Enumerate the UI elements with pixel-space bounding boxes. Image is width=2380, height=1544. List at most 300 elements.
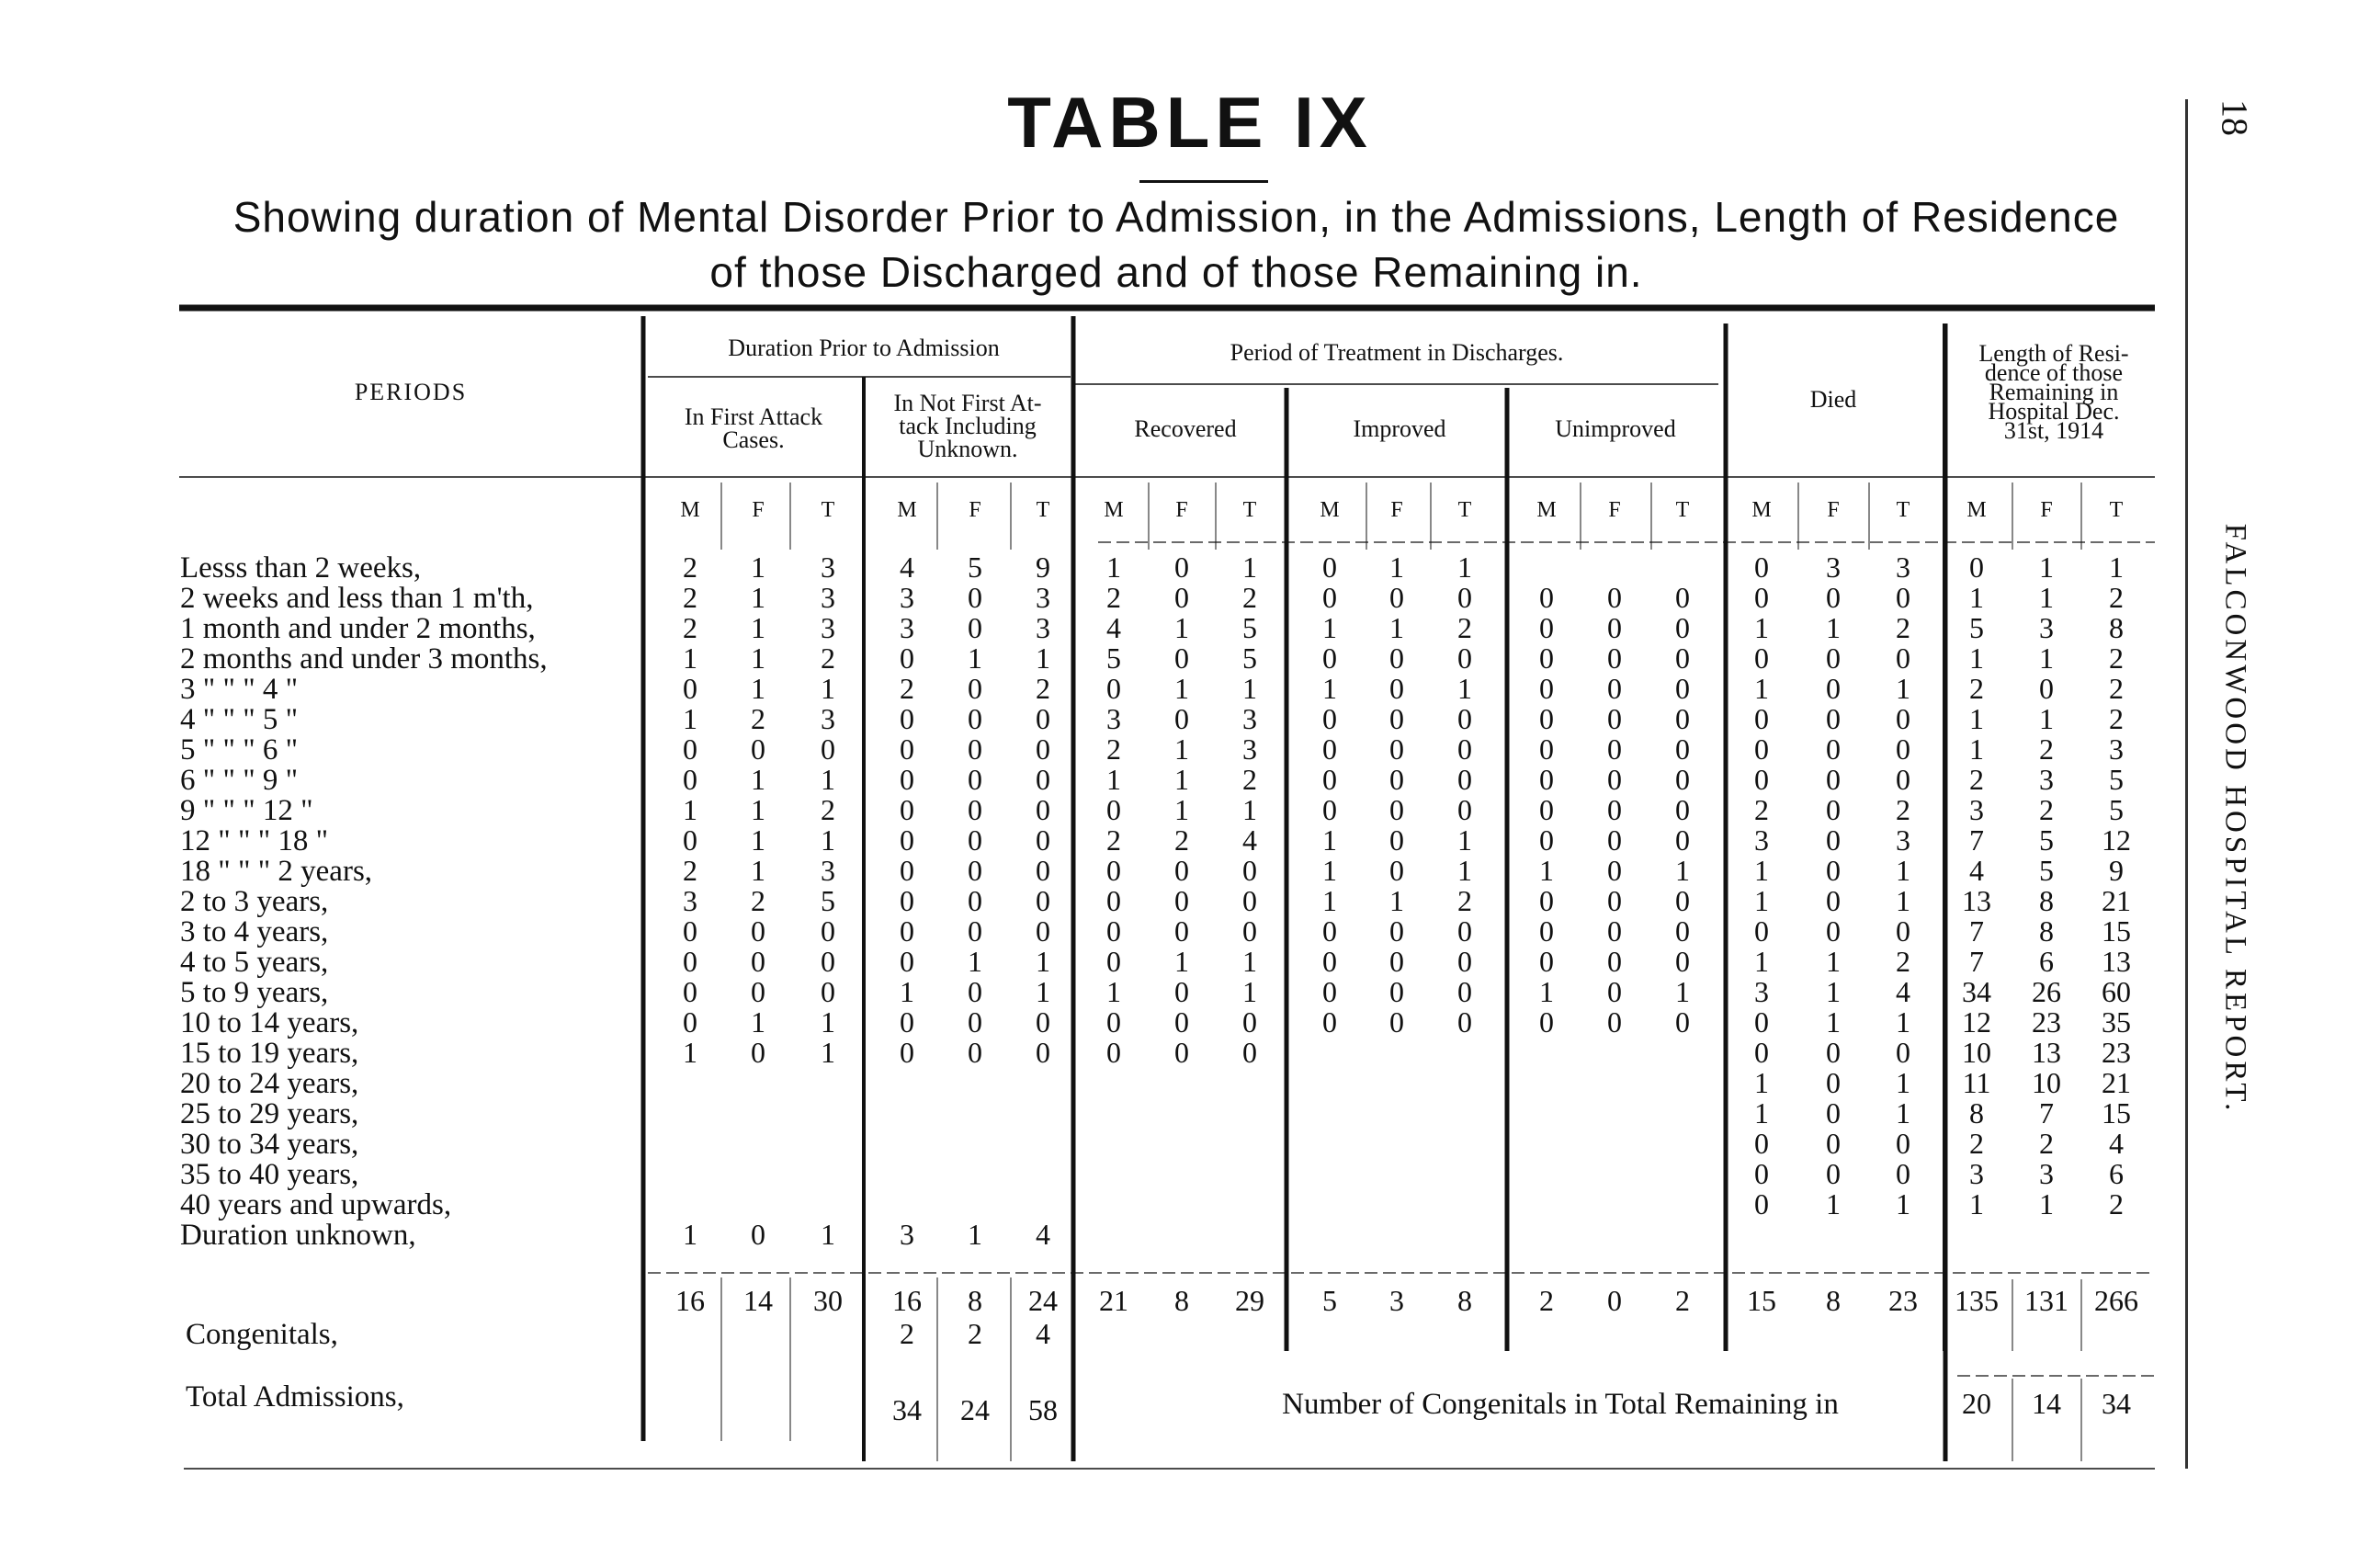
- table-cell: 0: [1106, 914, 1121, 948]
- period-label: 18 " " " 2 years,: [180, 855, 373, 888]
- table-cell: 0: [683, 914, 697, 948]
- table-cell: 0: [1389, 854, 1404, 887]
- table-cell: 2: [2109, 702, 2124, 735]
- table-cell: 2: [1457, 611, 1472, 644]
- period-label: Duration unknown,: [180, 1219, 416, 1252]
- table-cell: 0: [1457, 702, 1472, 735]
- total-cell: 8: [1174, 1284, 1189, 1317]
- table-cell: 2: [821, 641, 835, 675]
- table-cell: 11: [1962, 1066, 1991, 1099]
- table-cell: 5: [1242, 611, 1257, 644]
- table-cell: 1: [683, 793, 697, 826]
- table-cell: 0: [1457, 945, 1472, 978]
- table-cell: 0: [1826, 1096, 1841, 1130]
- table-cell: 4: [1242, 823, 1257, 857]
- table-cell: 0: [900, 1036, 914, 1069]
- table-cell: 1: [1826, 1005, 1841, 1039]
- table-cell: 1: [1457, 854, 1472, 887]
- congenitals-remaining-cell: 34: [2102, 1387, 2131, 1420]
- table-cells: [683, 551, 2131, 1251]
- table-cell: 0: [900, 1005, 914, 1039]
- table-cell: 0: [1174, 1005, 1189, 1039]
- table-cell: 0: [1174, 914, 1189, 948]
- table-cell: 0: [1322, 581, 1337, 614]
- table-cell: 0: [683, 823, 697, 857]
- table-cell: 1: [751, 551, 765, 584]
- table-cell: 0: [1322, 763, 1337, 796]
- page-number-text: 18: [2214, 99, 2256, 136]
- table-cell: 5: [1106, 641, 1121, 675]
- total-cell: 23: [1888, 1284, 1918, 1317]
- table-cell: 0: [1675, 611, 1690, 644]
- table-cell: 2: [1457, 884, 1472, 917]
- page-title: TABLE IX: [1007, 82, 1373, 163]
- table-cell: 1: [1969, 702, 1984, 735]
- table-cell: 0: [1539, 884, 1554, 917]
- table-cell: 0: [751, 1218, 765, 1251]
- table-cell: 3: [1242, 732, 1257, 766]
- table-cell: 0: [1754, 702, 1769, 735]
- table-cell: 2: [683, 581, 697, 614]
- table-cell: 0: [751, 732, 765, 766]
- table-cell: 3: [1242, 702, 1257, 735]
- table-cell: 1: [1174, 763, 1189, 796]
- table-cell: 1: [1174, 672, 1189, 705]
- table-cell: 0: [1607, 611, 1622, 644]
- table-cell: 0: [1389, 793, 1404, 826]
- table-cell: 13: [2102, 945, 2131, 978]
- table-cell: 6: [2039, 945, 2054, 978]
- table-cell: 1: [1969, 1187, 1984, 1220]
- table-cell: 0: [1457, 793, 1472, 826]
- table-cell: 2: [2109, 1187, 2124, 1220]
- table-cell: 2: [1242, 763, 1257, 796]
- period-label: 25 to 29 years,: [180, 1097, 359, 1130]
- table-cell: 2: [1036, 672, 1050, 705]
- table-cell: 0: [1607, 823, 1622, 857]
- table-cell: 1: [1539, 975, 1554, 1008]
- table-cell: 0: [900, 884, 914, 917]
- table-cell: 1: [1174, 732, 1189, 766]
- table-cell: 1: [751, 793, 765, 826]
- table-cell: 1: [1106, 763, 1121, 796]
- table-cell: 1: [1242, 945, 1257, 978]
- table-cell: 5: [1242, 641, 1257, 675]
- table-cell: 0: [1106, 672, 1121, 705]
- table-cell: 0: [900, 914, 914, 948]
- table-cell: 0: [1896, 914, 1910, 948]
- table-cell: 0: [1106, 1036, 1121, 1069]
- total-admissions-label: Total Admissions,: [186, 1380, 404, 1413]
- period-label: 5 " " " 6 ": [180, 733, 299, 766]
- table-cell: 1: [683, 641, 697, 675]
- table-cell: 5: [1969, 611, 1984, 644]
- table-cell: 15: [2102, 914, 2131, 948]
- table-cell: 21: [2102, 1066, 2131, 1099]
- sub-header-t: T: [1896, 498, 1910, 522]
- table-cell: 0: [1607, 702, 1622, 735]
- table-cell: 0: [968, 793, 982, 826]
- total-cell: 266: [2094, 1284, 2138, 1317]
- table-cell: 1: [1322, 823, 1337, 857]
- table-cell: 2: [1969, 763, 1984, 796]
- table-cell: 4: [1036, 1218, 1050, 1251]
- table-cell: 0: [1036, 1005, 1050, 1039]
- table-cell: 0: [1607, 854, 1622, 887]
- total-cell: 29: [1235, 1284, 1264, 1317]
- table-cell: 0: [900, 641, 914, 675]
- table-cell: 1: [900, 975, 914, 1008]
- table-cell: 1: [751, 641, 765, 675]
- table-cell: 0: [968, 975, 982, 1008]
- table-cell: 0: [1389, 823, 1404, 857]
- table-cell: 0: [1675, 1005, 1690, 1039]
- table-cell: 9: [2109, 854, 2124, 887]
- table-cell: 0: [1607, 672, 1622, 705]
- table-cell: 23: [2102, 1036, 2131, 1069]
- period-treatment-header: Period of Treatment in Discharges.: [1230, 339, 1564, 366]
- table-cell: 3: [2039, 1157, 2054, 1190]
- table-cell: 0: [1675, 793, 1690, 826]
- table-cell: 1: [751, 823, 765, 857]
- table-cell: 4: [1969, 854, 1984, 887]
- table-cell: 0: [751, 975, 765, 1008]
- table-cell: 2: [2109, 672, 2124, 705]
- table-cell: 0: [1174, 975, 1189, 1008]
- table-cell: 0: [1675, 702, 1690, 735]
- table-cell: 0: [1457, 975, 1472, 1008]
- table-cell: 1: [1322, 854, 1337, 887]
- table-cell: 1: [821, 1218, 835, 1251]
- table-cell: 0: [1754, 551, 1769, 584]
- table-cell: 0: [1389, 641, 1404, 675]
- table-cell: 0: [2039, 672, 2054, 705]
- total-cell: 8: [1826, 1284, 1841, 1317]
- table-cell: 1: [1242, 672, 1257, 705]
- table-cell: 1: [1106, 975, 1121, 1008]
- table-cell: 1: [1826, 611, 1841, 644]
- table-cell: 0: [821, 732, 835, 766]
- table-cell: 3: [683, 884, 697, 917]
- table-cell: 3: [2109, 732, 2124, 766]
- table-cell: 0: [1539, 763, 1554, 796]
- table-cell: 1: [1969, 641, 1984, 675]
- congenitals-label: Congenitals,: [186, 1318, 338, 1351]
- table-cell: 0: [1969, 551, 1984, 584]
- table-cell: 1: [751, 854, 765, 887]
- period-label: Lesss than 2 weeks,: [180, 551, 422, 585]
- total-cell: 21: [1099, 1284, 1128, 1317]
- residence-header-l5: 31st, 1914: [2003, 417, 2104, 444]
- table-cell: 3: [1969, 793, 1984, 826]
- table-cell: 0: [968, 854, 982, 887]
- table-cell: 0: [1826, 641, 1841, 675]
- table-cell: 0: [683, 763, 697, 796]
- table-cell: 2: [683, 611, 697, 644]
- table-cell: 0: [1826, 702, 1841, 735]
- total-cell: 8: [968, 1284, 982, 1317]
- table-cell: 0: [900, 702, 914, 735]
- sub-header-t: T: [821, 498, 835, 522]
- table-cell: 1: [1322, 611, 1337, 644]
- table-cell: 0: [968, 1005, 982, 1039]
- sub-header-t: T: [1036, 498, 1050, 522]
- table-cell: 1: [2039, 551, 2054, 584]
- table-cell: 0: [1457, 1005, 1472, 1039]
- table-cell: 0: [968, 1036, 982, 1069]
- table-cell: 4: [900, 551, 914, 584]
- table-cell: 0: [1826, 732, 1841, 766]
- table-cell: 0: [1174, 551, 1189, 584]
- table-cell: 0: [1322, 945, 1337, 978]
- table-cell: 4: [1896, 975, 1910, 1008]
- table-cell: 0: [1896, 1157, 1910, 1190]
- table-cell: 0: [1539, 732, 1554, 766]
- period-label: 30 to 34 years,: [180, 1128, 359, 1161]
- sub-header-m: M: [1536, 498, 1557, 522]
- table-cell: 8: [2039, 884, 2054, 917]
- sub-header-m: M: [1751, 498, 1772, 522]
- table-cell: 3: [900, 581, 914, 614]
- table-cell: 0: [1242, 914, 1257, 948]
- table-cell: 0: [968, 914, 982, 948]
- total-cell: 2: [1539, 1284, 1554, 1317]
- table-cell: 0: [1389, 975, 1404, 1008]
- table-cell: 2: [683, 551, 697, 584]
- table-cell: 0: [1539, 823, 1554, 857]
- first-attack-header-l2: Cases.: [722, 426, 785, 453]
- table-cell: 1: [1896, 884, 1910, 917]
- improved-header: Improved: [1353, 415, 1446, 442]
- table-cell: 0: [1539, 581, 1554, 614]
- table-cell: 1: [1036, 641, 1050, 675]
- table-cell: 1: [1896, 672, 1910, 705]
- table-cell: 1: [1896, 1066, 1910, 1099]
- table-cell: 12: [1962, 1005, 1991, 1039]
- table-cell: 3: [900, 611, 914, 644]
- table-cell: 3: [1036, 581, 1050, 614]
- sub-header-t: T: [1242, 498, 1257, 522]
- table-cell: 0: [1675, 732, 1690, 766]
- table-cell: 0: [1539, 914, 1554, 948]
- period-label: 15 to 19 years,: [180, 1037, 359, 1070]
- table-cell: 1: [751, 1005, 765, 1039]
- table-cell: 0: [1754, 763, 1769, 796]
- table-cell: 1: [1754, 611, 1769, 644]
- table-cell: 0: [683, 672, 697, 705]
- total-cell: 24: [1028, 1284, 1058, 1317]
- table-cell: 60: [2102, 975, 2131, 1008]
- table-cell: 7: [2039, 1096, 2054, 1130]
- table-cell: 0: [1389, 914, 1404, 948]
- table-cell: 0: [1896, 763, 1910, 796]
- table-cell: 1: [1675, 854, 1690, 887]
- sub-header-t: T: [1675, 498, 1690, 522]
- table-cell: 0: [1826, 1066, 1841, 1099]
- table-cell: 1: [1322, 672, 1337, 705]
- table-cell: 0: [1322, 702, 1337, 735]
- table-cell: 0: [1106, 945, 1121, 978]
- table-cell: 1: [2109, 551, 2124, 584]
- table-cell: 1: [821, 1036, 835, 1069]
- table-cell: 5: [968, 551, 982, 584]
- table-cell: 1: [1754, 854, 1769, 887]
- table-cell: 0: [1896, 641, 1910, 675]
- not-first-header-l1: In Not First At-: [893, 390, 1042, 416]
- table-cell: 0: [900, 823, 914, 857]
- table-cell: 1: [1754, 1066, 1769, 1099]
- table-cell: 0: [1826, 763, 1841, 796]
- table-cell: 1: [1036, 945, 1050, 978]
- table-cell: 0: [1539, 702, 1554, 735]
- table-cell: 1: [1539, 854, 1554, 887]
- sub-header-f: F: [1175, 498, 1188, 522]
- total-cell: 131: [2024, 1284, 2068, 1317]
- table-cell: 0: [1457, 641, 1472, 675]
- total-cell: 16: [892, 1284, 922, 1317]
- table-cell: 1: [2039, 1187, 2054, 1220]
- table-cell: 3: [821, 551, 835, 584]
- table-cell: 0: [1106, 854, 1121, 887]
- table-cell: 26: [2032, 975, 2061, 1008]
- table-cell: 0: [1389, 732, 1404, 766]
- table-cell: 5: [2039, 854, 2054, 887]
- table-cell: 0: [1322, 551, 1337, 584]
- table-cell: 3: [821, 854, 835, 887]
- table-cell: 0: [1036, 1036, 1050, 1069]
- period-label: 2 months and under 3 months,: [180, 642, 548, 676]
- table-rules: [179, 308, 2155, 1469]
- total-cell: 8: [1457, 1284, 1472, 1317]
- total-cell: 3: [1389, 1284, 1404, 1317]
- table-cell: 0: [1174, 1036, 1189, 1069]
- table-cell: 0: [683, 732, 697, 766]
- running-header-text: FALCONWOOD HOSPITAL REPORT.: [2218, 523, 2252, 1115]
- table-cell: 3: [2039, 763, 2054, 796]
- table-cell: 6: [2109, 1157, 2124, 1190]
- table-cell: 1: [821, 1005, 835, 1039]
- table-cell: 0: [821, 945, 835, 978]
- table-cell: 1: [1106, 551, 1121, 584]
- table-cell: 0: [1675, 763, 1690, 796]
- table-cell: 2: [1106, 823, 1121, 857]
- table-cell: 0: [1106, 884, 1121, 917]
- table-cell: 0: [1389, 763, 1404, 796]
- table-cell: 1: [1389, 611, 1404, 644]
- table-cell: 0: [1675, 884, 1690, 917]
- table-cell: 0: [968, 611, 982, 644]
- table-cell: 0: [968, 732, 982, 766]
- table-cell: 0: [1539, 611, 1554, 644]
- table-cell: 2: [1174, 823, 1189, 857]
- table-cell: 3: [1106, 702, 1121, 735]
- sub-header-m: M: [680, 498, 700, 522]
- table-cell: 1: [683, 1218, 697, 1251]
- table-cell: 0: [1826, 854, 1841, 887]
- congenitals-cell: 4: [1036, 1317, 1050, 1350]
- table-cell: 13: [1962, 884, 1991, 917]
- table-cell: 3: [821, 611, 835, 644]
- table-cell: 1: [1896, 1096, 1910, 1130]
- period-label: 35 to 40 years,: [180, 1158, 359, 1191]
- table-cell: 0: [1322, 1005, 1337, 1039]
- table-cell: 0: [1036, 854, 1050, 887]
- table-cell: 0: [1754, 1127, 1769, 1160]
- table-cell: 1: [1754, 945, 1769, 978]
- table-cell: 0: [968, 702, 982, 735]
- period-label: 9 " " " 12 ": [180, 794, 313, 827]
- table-cell: 4: [1106, 611, 1121, 644]
- total-admissions-cell: 58: [1028, 1393, 1058, 1426]
- table-cell: 0: [1322, 641, 1337, 675]
- table-cell: 0: [1607, 884, 1622, 917]
- table-cell: 0: [1322, 732, 1337, 766]
- table-cell: 1: [1826, 975, 1841, 1008]
- table-cell: 8: [2039, 914, 2054, 948]
- table-cell: 1: [1826, 1187, 1841, 1220]
- table-cell: 1: [1896, 854, 1910, 887]
- table-footer: [186, 1284, 2138, 1426]
- table-cell: 0: [1607, 793, 1622, 826]
- table-cell: 0: [1754, 1187, 1769, 1220]
- table-cell: 5: [821, 884, 835, 917]
- table-cell: 1: [1174, 611, 1189, 644]
- table-cell: 1: [751, 763, 765, 796]
- table-cell: 0: [751, 914, 765, 948]
- period-label: 5 to 9 years,: [180, 976, 329, 1009]
- table-cell: 5: [2109, 763, 2124, 796]
- table-cell: 1: [1826, 945, 1841, 978]
- table-cell: 1: [1457, 672, 1472, 705]
- table-cell: 1: [1457, 823, 1472, 857]
- table-cell: 2: [683, 854, 697, 887]
- table-cell: 0: [1242, 854, 1257, 887]
- table-cell: 9: [1036, 551, 1050, 584]
- table-cell: 0: [968, 763, 982, 796]
- period-label: 40 years and upwards,: [180, 1188, 452, 1221]
- table-cell: 1: [821, 763, 835, 796]
- died-header: Died: [1809, 386, 1857, 413]
- total-cell: 2: [1675, 1284, 1690, 1317]
- table-cell: 0: [1675, 914, 1690, 948]
- table-cell: 1: [1389, 884, 1404, 917]
- table-cell: 0: [1675, 823, 1690, 857]
- table-cell: 0: [1826, 581, 1841, 614]
- table-cell: 0: [1106, 793, 1121, 826]
- table-cell: 0: [1457, 732, 1472, 766]
- table-cell: 0: [683, 945, 697, 978]
- table-cell: 0: [1389, 945, 1404, 978]
- table-cell: 1: [1754, 884, 1769, 917]
- table-cell: 1: [1969, 581, 1984, 614]
- table-cell: 0: [1896, 581, 1910, 614]
- not-first-header-l3: Unknown.: [917, 436, 1018, 462]
- table-cell: 0: [1675, 945, 1690, 978]
- table-cell: 8: [1969, 1096, 1984, 1130]
- table-cell: 21: [2102, 884, 2131, 917]
- table-cell: 15: [2102, 1096, 2131, 1130]
- table-cell: 0: [1174, 702, 1189, 735]
- table-cell: 2: [2039, 732, 2054, 766]
- table-cell: 1: [1242, 551, 1257, 584]
- total-cell: 16: [675, 1284, 705, 1317]
- table-cell: 0: [1754, 1036, 1769, 1069]
- period-label: 3 " " " 4 ": [180, 673, 299, 706]
- table-cell: 7: [1969, 945, 1984, 978]
- sub-header-f: F: [2040, 498, 2053, 522]
- table-cell: 0: [683, 1005, 697, 1039]
- table-cell: 0: [1826, 914, 1841, 948]
